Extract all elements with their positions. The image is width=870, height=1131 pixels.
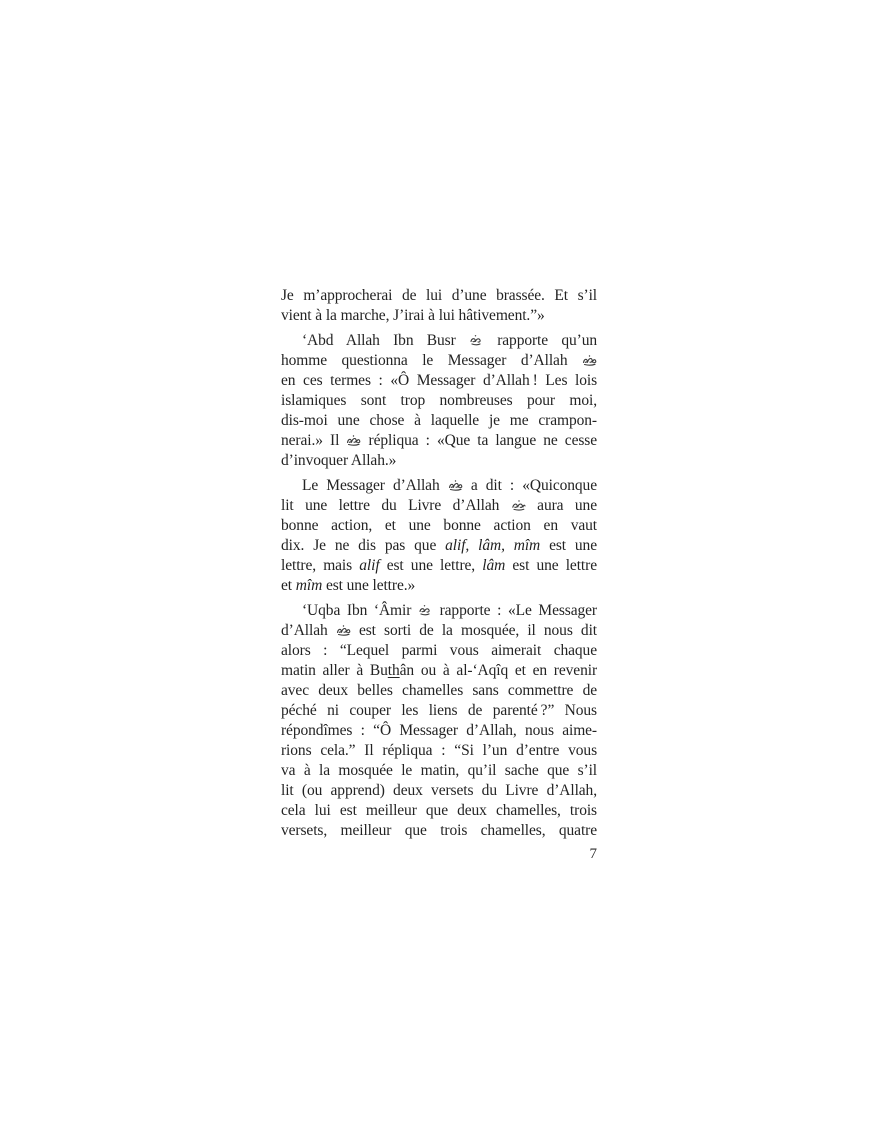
text-segment: va à la mosquée le matin, qu’il sache que s’il — [281, 762, 597, 779]
text-segment: Je m’approcherai de lui d’une brassée. Et s’il — [281, 287, 597, 304]
text-line — [281, 741, 597, 761]
text-line — [281, 761, 597, 781]
text-segment: ‘Abd Allah Ibn Busr — [302, 332, 469, 349]
honorific-sallallahu-alayhi-wa-sallam-icon — [448, 479, 463, 491]
text-segment: dis-moi une chose à laquelle je me crampon- — [281, 412, 597, 429]
text-segment: rions cela.” Il répliqua : “Si l’un d’entre vous — [281, 742, 597, 759]
text-segment: en ces termes : «Ô Messager d’Allah ! Les lois — [281, 372, 597, 389]
text-segment: est une lettre — [505, 557, 597, 574]
honorific-azza-wa-jall-icon — [511, 499, 526, 511]
text-segment: d’invoquer Allah.» — [281, 452, 397, 469]
text-segment: lit une lettre du Livre d’Allah — [281, 497, 511, 514]
text-segment: homme questionna le Messager d’Allah — [281, 352, 582, 369]
text-line — [281, 781, 597, 801]
text-line — [281, 821, 597, 841]
text-segment: rapporte : «Le Messager — [432, 602, 597, 619]
text-line — [281, 331, 597, 351]
text-line — [281, 516, 597, 536]
text-segment: d’Allah — [281, 622, 336, 639]
text-segment: a dit : «Quiconque — [462, 477, 597, 494]
paragraph — [281, 286, 597, 326]
text-segment: répliqua : «Que ta langue ne cesse — [361, 432, 597, 449]
text-line — [281, 411, 597, 431]
text-line — [281, 371, 597, 391]
text-segment: ‘Uqba Ibn ‘Âmir — [302, 602, 418, 619]
text-line — [281, 621, 597, 641]
text-segment: aura une — [525, 497, 597, 514]
text-line — [281, 701, 597, 721]
text-segment: est une lettre, — [379, 557, 483, 574]
text-segment: dix. Je ne dis pas que — [281, 537, 446, 554]
paragraph — [281, 331, 597, 471]
text-line — [281, 431, 597, 451]
text-segment: matin aller à Bu — [281, 662, 388, 679]
honorific-sallallahu-alayhi-wa-sallam-icon — [346, 434, 361, 446]
text-line — [281, 306, 597, 326]
text-line — [281, 451, 597, 471]
text-segment: versets, meilleur que trois chamelles, quatre — [281, 822, 597, 839]
text-segment: islamiques sont trop nombreuses pour moi, — [281, 392, 597, 409]
text-segment: est une lettre.» — [322, 577, 416, 594]
text-segment: vient à la marche, J’irai à lui hâtivement.”» — [281, 307, 545, 324]
text-line — [281, 661, 597, 681]
text-line — [281, 476, 597, 496]
text-segment: bonne action, et une bonne action en vaut — [281, 517, 597, 534]
honorific-radiyallahu-anhu-icon — [469, 334, 484, 346]
text-segment-underline: th — [387, 662, 400, 679]
text-line — [281, 576, 597, 596]
text-line — [281, 556, 597, 576]
text-segment-italic: mîm — [295, 577, 323, 594]
text-segment: lit (ou apprend) deux versets du Livre d’Allah, — [281, 782, 597, 799]
paragraph — [281, 476, 597, 596]
text-segment: alors : “Lequel parmi vous aimerait chaque — [281, 642, 597, 659]
text-segment: répondîmes : “Ô Messager d’Allah, nous aime- — [281, 722, 597, 739]
text-segment: lettre, mais — [281, 557, 360, 574]
text-line — [281, 601, 597, 621]
text-segment: nerai.» Il — [281, 432, 347, 449]
text-segment-italic: alif, lâm, mîm — [445, 537, 541, 554]
text-segment: Le Messager d’Allah — [302, 477, 448, 494]
honorific-sallallahu-alayhi-wa-sallam-icon — [336, 624, 351, 636]
paragraph — [281, 601, 597, 841]
text-segment: ân ou à al-‘Aqîq et en revenir — [399, 662, 597, 679]
text-line — [281, 721, 597, 741]
text-line — [281, 536, 597, 556]
page-number: 7 — [589, 846, 597, 862]
body-text-column — [281, 286, 597, 841]
text-line — [281, 681, 597, 701]
text-segment: et — [281, 577, 296, 594]
text-segment-italic: lâm — [482, 557, 506, 574]
text-line — [281, 641, 597, 661]
text-segment: est sorti de la mosquée, il nous dit — [350, 622, 597, 639]
honorific-radiyallahu-anhu-icon — [418, 604, 433, 616]
text-line — [281, 391, 597, 411]
honorific-sallallahu-alayhi-wa-sallam-icon — [582, 354, 597, 366]
text-segment: avec deux belles chamelles sans commettre de — [281, 682, 597, 699]
text-segment: rapporte qu’un — [483, 332, 597, 349]
text-line — [281, 496, 597, 516]
text-segment: cela lui est meilleur que deux chamelles, trois — [281, 802, 597, 819]
text-line — [281, 351, 597, 371]
text-line — [281, 286, 597, 306]
text-segment: est une — [540, 537, 597, 554]
text-segment: péché ni couper les liens de parenté ?” Nous — [281, 702, 597, 719]
text-segment-italic: alif — [359, 557, 380, 574]
text-line — [281, 801, 597, 821]
